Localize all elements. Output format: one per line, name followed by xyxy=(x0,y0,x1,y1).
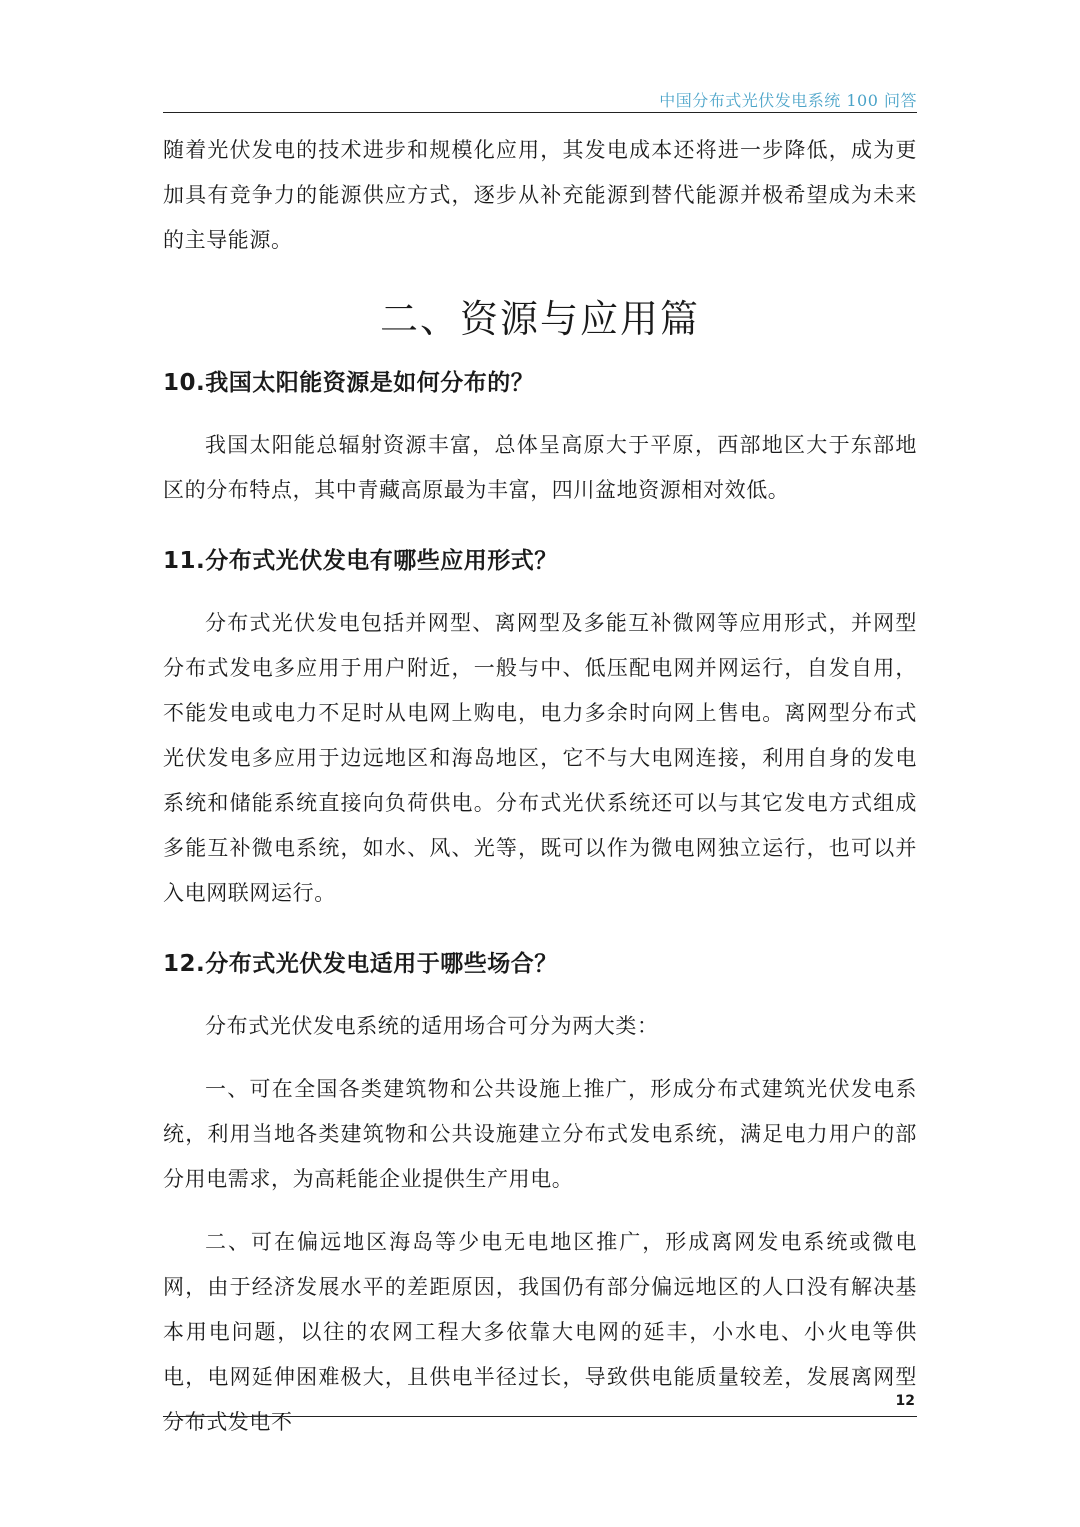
question-title-12: 12.分布式光伏发电适用于哪些场合？ xyxy=(163,951,558,977)
answer-paragraph: 二、可在偏远地区海岛等少电无电地区推广，形成离网发电系统或微电网，由于经济发展水平的差距原因，我国仍有部分偏远地区的人口没有解决基本用电问题，以往的农网工程大多依靠大电网的延丰，小水电、小火电等供电，电网延伸困难极大，且供电半径过长，导致供电能质量较差，发展离网型分布式发电不 xyxy=(163,1230,917,1434)
header-divider xyxy=(163,112,917,113)
page-number: 12 xyxy=(895,1393,915,1409)
answer-paragraph: 分布式光伏发电包括并网型、离网型及多能互补微网等应用形式，并网型分布式发电多应用于用户附近，一般与中、低压配电网并网运行，自发自用，不能发电或电力不足时从电网上购电，电力多余时向网上售电。离网型分布式光伏发电多应用于边远地区和海岛地区，它不与大电网连接，利用自身的发电系统和储能系统直接向负荷供电。分布式光伏系统还可以与其它发电方式组成多能互补微电系统，如水、风、光等，既可以作为微电网独立运行，也可以并入电网联网运行。 xyxy=(163,611,917,905)
page-content xyxy=(163,128,917,1445)
answer-paragraph: 分布式光伏发电系统的适用场合可分为两大类： xyxy=(205,1014,659,1038)
section-title: 二、资源与应用篇 xyxy=(379,297,700,341)
answer-paragraph: 一、可在全国各类建筑物和公共设施上推广，形成分布式建筑光伏发电系统，利用当地各类建筑物和公共设施建立分布式发电系统，满足电力用户的部分用电需求，为高耗能企业提供生产用电。 xyxy=(163,1077,917,1191)
question-title-10: 10.我国太阳能资源是如何分布的？ xyxy=(163,370,535,396)
intro-paragraph: 随着光伏发电的技术进步和规模化应用，其发电成本还将进一步降低，成为更加具有竞争力的能源供应方式，逐步从补充能源到替代能源并极希望成为未来的主导能源。 xyxy=(163,138,917,252)
answer-paragraph: 我国太阳能总辐射资源丰富，总体呈高原大于平原，西部地区大于东部地区的分布特点，其中青藏高原最为丰富，四川盆地资源相对效低。 xyxy=(163,433,917,502)
footer-divider xyxy=(163,1416,917,1417)
running-header: 中国分布式光伏发电系统 100 问答 xyxy=(659,91,917,110)
question-title-11: 11.分布式光伏发电有哪些应用形式？ xyxy=(163,548,558,574)
